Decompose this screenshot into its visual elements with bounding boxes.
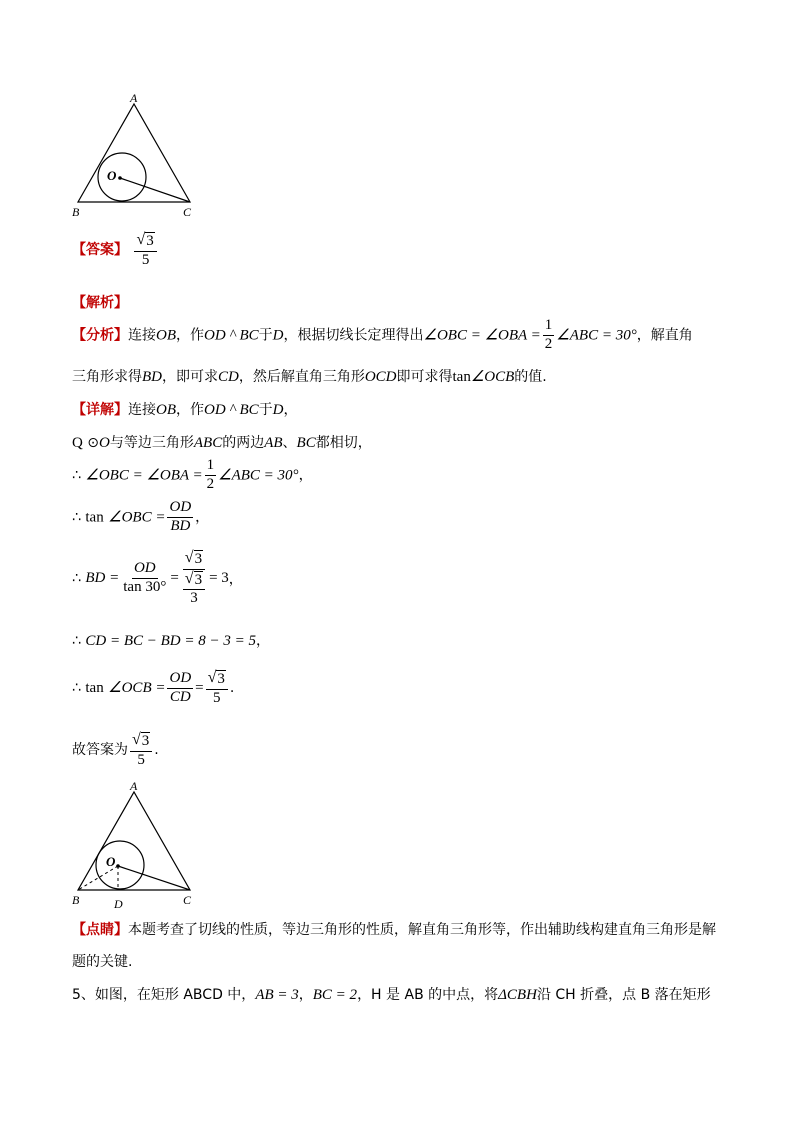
step-5 bbox=[72, 670, 234, 706]
frac-num: OD bbox=[167, 671, 193, 689]
text: 于 bbox=[258, 402, 273, 418]
text: 都相切， bbox=[315, 435, 372, 451]
question-5 bbox=[72, 984, 711, 1004]
figure-triangle-incircle-auxiliary bbox=[68, 780, 198, 910]
triangle-abc bbox=[78, 104, 190, 202]
sqrt-value: 3 bbox=[194, 571, 203, 588]
answer-sqrt: 3 bbox=[146, 233, 154, 249]
therefore-symbol: ∴ bbox=[72, 509, 81, 526]
punct: ， bbox=[298, 987, 313, 1003]
math-cd: CD bbox=[218, 369, 239, 385]
math-d: D bbox=[272, 327, 284, 344]
math-abc: ABC bbox=[193, 435, 223, 451]
math-tan: tan bbox=[85, 509, 104, 526]
therefore-symbol: ∴ bbox=[72, 680, 81, 697]
math-ab: AB bbox=[264, 435, 283, 451]
math-expr: ∠ABC = 30° bbox=[218, 467, 299, 484]
therefore-symbol: ∴ bbox=[72, 467, 81, 484]
math-ab: AB = 3 bbox=[255, 987, 299, 1003]
because-line bbox=[72, 432, 372, 452]
math-bd: BD bbox=[142, 369, 162, 385]
text: 本题考查了切线的性质，等边三角形的性质，解直角三角形等，作出辅助线构建直角三角形是解 bbox=[128, 922, 716, 938]
frac-num: OD bbox=[132, 561, 158, 579]
analysis-line-2 bbox=[72, 366, 547, 386]
frac-den: CD bbox=[169, 688, 191, 705]
answer-den: 5 bbox=[141, 251, 150, 268]
jiexi-tag: 【解析】 bbox=[72, 295, 128, 311]
answer-tag: 【答案】 bbox=[72, 242, 128, 259]
text: ，作 bbox=[176, 327, 204, 344]
label-o: O bbox=[107, 168, 117, 183]
text: 即可求得 bbox=[396, 369, 453, 385]
detail-tag: 【详解】 bbox=[72, 402, 128, 418]
point-o bbox=[118, 176, 122, 180]
label-b: B bbox=[72, 205, 80, 219]
remark-tag: 【点睛】 bbox=[72, 922, 128, 938]
math-ocd: OCD bbox=[364, 369, 397, 385]
label-a: A bbox=[130, 92, 138, 105]
math-eq: = bbox=[170, 569, 179, 586]
text: ，作 bbox=[176, 402, 204, 418]
fraction bbox=[205, 458, 217, 493]
label-c: C bbox=[183, 893, 192, 907]
math-ob: OB bbox=[156, 327, 176, 344]
step-1 bbox=[72, 458, 313, 493]
triangle-abc bbox=[78, 792, 190, 890]
text: 、 bbox=[282, 435, 297, 451]
compound-fraction: √ 3 √ 3 3 bbox=[181, 550, 207, 607]
text: ，然后解直角三角形 bbox=[238, 369, 365, 385]
fraction: √ 3 5 bbox=[130, 732, 152, 768]
because-symbol: Q bbox=[72, 435, 83, 451]
text: 连接 bbox=[128, 402, 156, 418]
segment-oc bbox=[118, 866, 190, 890]
punct: . bbox=[229, 680, 235, 697]
step-3 bbox=[72, 550, 243, 607]
text: 连接 bbox=[128, 327, 156, 344]
frac-den: 2 bbox=[544, 335, 553, 352]
math-o: O bbox=[99, 435, 110, 451]
math-od-perp-bc: OD ^ BC bbox=[204, 327, 259, 344]
text: 于 bbox=[258, 327, 273, 344]
math-eq: = bbox=[195, 680, 204, 697]
text: 三角形求得 bbox=[72, 369, 142, 385]
frac-num: OD bbox=[167, 500, 193, 518]
punct: . bbox=[154, 742, 159, 759]
conclusion-line bbox=[72, 732, 159, 768]
math-od-perp-bc: OD ^ BC bbox=[204, 402, 259, 418]
step-4 bbox=[72, 630, 270, 650]
analysis-line-1 bbox=[72, 318, 693, 353]
math-expr: ∠OCB = bbox=[108, 680, 166, 697]
answer-line bbox=[72, 232, 159, 268]
answer-fraction: √ 3 5 bbox=[134, 232, 156, 268]
segment-oc bbox=[120, 178, 190, 202]
therefore-symbol: ∴ bbox=[72, 633, 81, 649]
point-o bbox=[116, 864, 120, 868]
math-triangle: ΔCBH bbox=[498, 987, 537, 1003]
detail-line bbox=[72, 399, 298, 419]
text: 题的关键. bbox=[72, 954, 133, 970]
text: ， bbox=[283, 402, 298, 418]
sqrt-value: 3 bbox=[194, 551, 203, 567]
math-expr: BD = bbox=[85, 569, 120, 586]
remark-line-2 bbox=[72, 951, 132, 971]
punct: ， bbox=[256, 633, 270, 649]
punct: ， bbox=[298, 467, 313, 484]
text: 的值. bbox=[514, 369, 547, 385]
sqrt-value: 3 bbox=[141, 733, 150, 749]
math-tan: tan bbox=[85, 680, 104, 697]
punct: ， bbox=[228, 571, 243, 588]
fraction bbox=[121, 561, 168, 596]
math-angle-abc: ∠ABC = 30° bbox=[556, 327, 637, 344]
text: 的两边 bbox=[222, 435, 265, 451]
incircle bbox=[98, 153, 146, 201]
frac-den: 5 bbox=[213, 689, 221, 706]
fraction: √ 3 5 bbox=[206, 670, 228, 706]
math-expr: CD = BC − BD = 8 − 3 = 5 bbox=[85, 633, 256, 649]
analysis-tag: 【分析】 bbox=[72, 327, 128, 344]
segment-ob-dashed bbox=[78, 866, 118, 890]
text: ，H 是 AB 的中点，将 bbox=[357, 987, 499, 1003]
text: 与等边三角形 bbox=[109, 435, 194, 451]
fraction bbox=[167, 500, 193, 535]
text: ，即可求 bbox=[162, 369, 218, 385]
math-ob: OB bbox=[156, 402, 176, 418]
text: 5、如图，在矩形 ABCD 中， bbox=[72, 987, 256, 1003]
frac-den: 5 bbox=[137, 751, 145, 768]
math-bc: BC = 2 bbox=[312, 987, 358, 1003]
sqrt-value: 3 bbox=[217, 671, 225, 687]
fraction bbox=[167, 671, 193, 706]
label-d: D bbox=[114, 897, 123, 910]
frac-den: tan 30° bbox=[123, 578, 167, 595]
frac-den: BD bbox=[170, 517, 191, 534]
remark-line-1 bbox=[72, 919, 716, 939]
label-o: O bbox=[106, 854, 116, 869]
math-tan: tan bbox=[452, 369, 471, 385]
punct: ， bbox=[195, 509, 210, 526]
incircle bbox=[96, 841, 144, 889]
label-b: B bbox=[72, 893, 80, 907]
math-expr: ∠OBC = bbox=[108, 509, 166, 526]
math-expr: ∠OBC = ∠OBA = bbox=[85, 467, 203, 484]
frac-den: 3 bbox=[190, 590, 198, 606]
math-d: D bbox=[272, 402, 284, 418]
math-bc: BC bbox=[296, 435, 316, 451]
text: 沿 CH 折叠，点 B 落在矩形 bbox=[536, 987, 711, 1003]
frac-den: 2 bbox=[206, 475, 215, 492]
label-c: C bbox=[183, 205, 192, 219]
text: 故答案为 bbox=[72, 742, 128, 759]
frac-num: 1 bbox=[205, 458, 217, 476]
step-2 bbox=[72, 500, 209, 535]
math-result: = 3 bbox=[209, 569, 229, 586]
circle-symbol: ⊙ bbox=[87, 435, 100, 451]
fraction-half bbox=[543, 318, 555, 353]
therefore-symbol: ∴ bbox=[72, 570, 81, 587]
frac-num: 1 bbox=[543, 318, 555, 336]
math-angle-eq: ∠OBC = ∠OBA = bbox=[423, 327, 541, 344]
label-a: A bbox=[130, 780, 138, 793]
math-angle-ocb: ∠OCB bbox=[470, 369, 515, 385]
text: ，根据切线长定理得出 bbox=[283, 327, 424, 344]
figure-triangle-incircle bbox=[68, 92, 198, 222]
text: ，解直角 bbox=[636, 327, 693, 344]
